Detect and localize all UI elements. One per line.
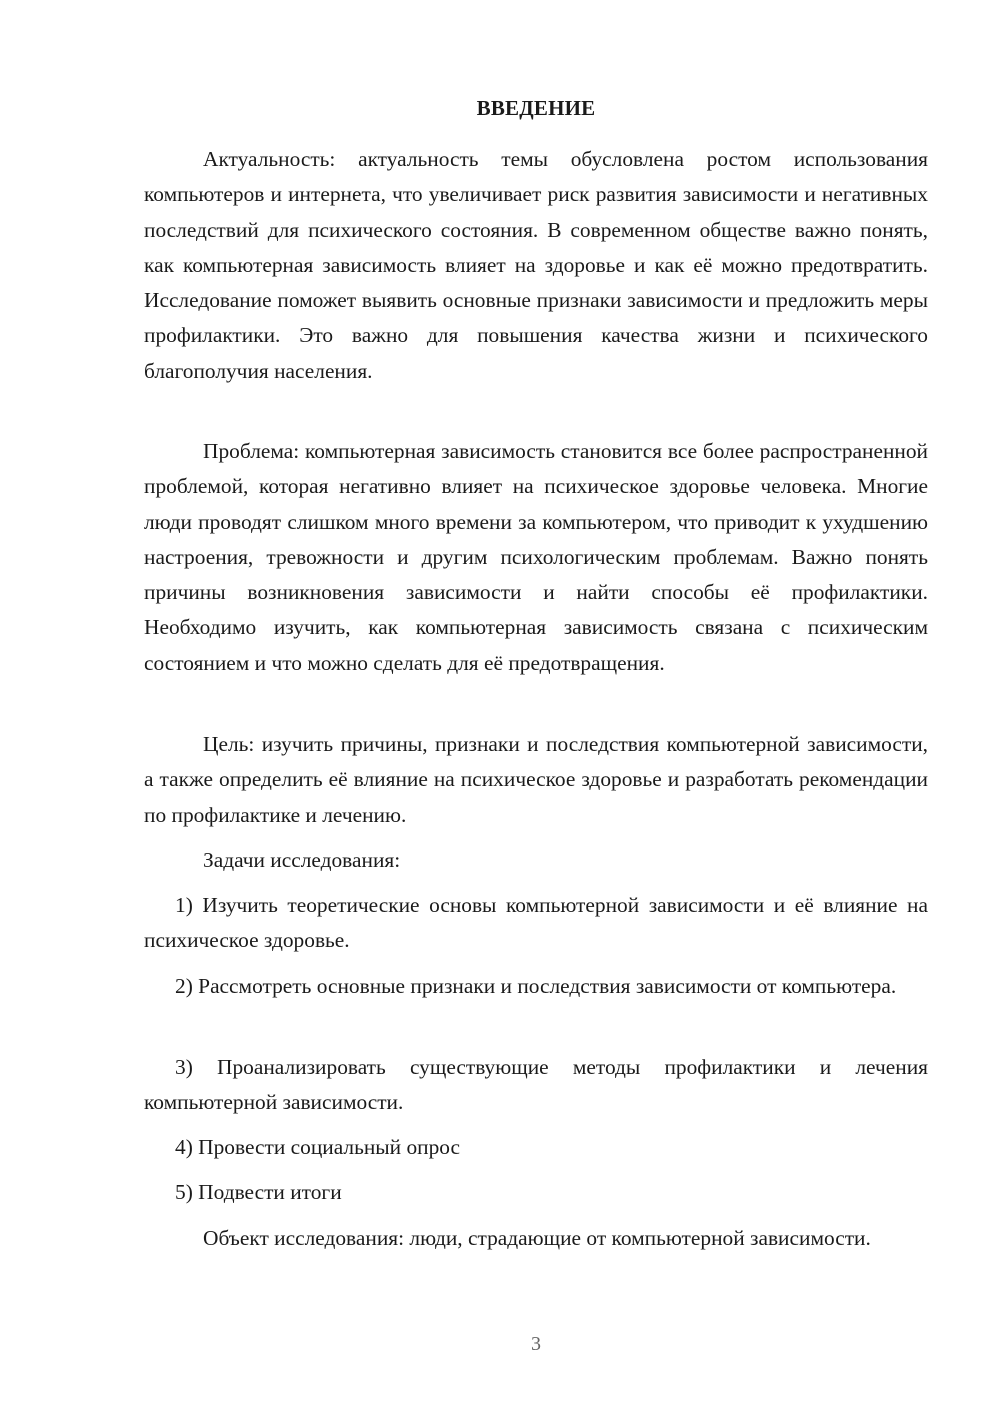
relevance-paragraph: Актуальность: актуальность темы обусловлена ростом использования компьютеров и интернета, что увеличивает риск развития зависимости и негативных последствий для психического состояния. В современном обществе важно понять, как компьютерная зависимость влияет на здоровье и как её можно предотвратить. Исследование поможет выявить основные признаки зависимости и предложить меры профилактики. Это важно для повышения качества жизни и психического благополучия населения. (144, 147, 928, 383)
task-item-3: 3) Проанализировать существующие методы профилактики и лечения компьютерной зависимости. (144, 1055, 928, 1115)
task-item-5: 5) Подвести итоги (175, 1180, 342, 1204)
task-item-4: 4) Провести социальный опрос (175, 1135, 461, 1159)
tasks-heading: Задачи исследования: (203, 848, 401, 872)
page-number: 3 (531, 1333, 541, 1355)
object-paragraph: Объект исследования: люди, страдающие от компьютерной зависимости. (203, 1226, 871, 1250)
task-item-2: 2) Рассмотреть основные признаки и последствия зависимости от компьютера. (175, 974, 897, 998)
problem-paragraph: Проблема: компьютерная зависимость становится все более распространенной проблемой, которая негативно влияет на психическое здоровье человека. Многие люди проводят слишком много времени за компьютером, что приводит к ухудшению настроения, тревожности и другим психологическим проблемам. Важно понять причины возникновения зависимости и найти способы её профилактики. Необходимо изучить, как компьютерная зависимость связана с психическим состоянием и что можно сделать для её предотвращения. (144, 439, 928, 675)
task-item-1: 1) Изучить теоретические основы компьютерной зависимости и её влияние на психическое здоровье. (144, 893, 928, 953)
section-title: ВВЕДЕНИЕ (476, 96, 596, 120)
goal-paragraph: Цель: изучить причины, признаки и последствия компьютерной зависимости, а также определить её влияние на психическое здоровье и разработать рекомендации по профилактике и лечению. (144, 732, 928, 827)
